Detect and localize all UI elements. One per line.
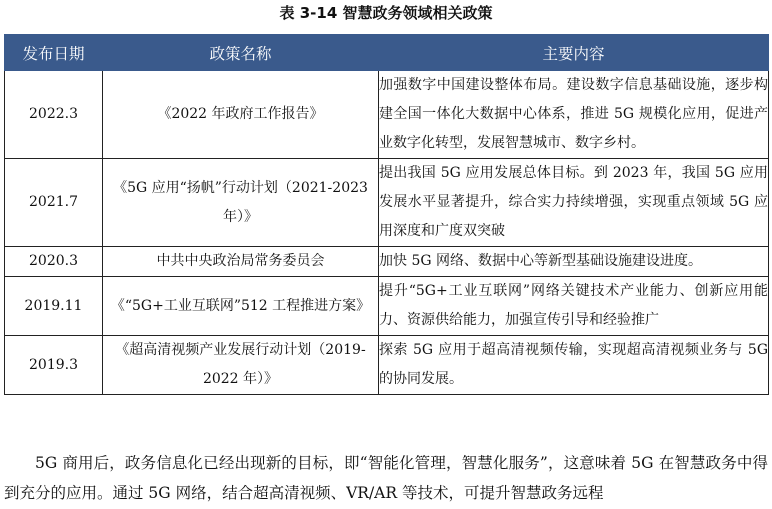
table-row — [5, 247, 769, 277]
header-date: 发布日期 — [5, 35, 103, 71]
row-content: 加强数字中国建设整体布局。建设数字信息基础设施，逐步构建全国一体化大数据中心体系，推进 5G 规模化应用，促进产业数字化转型，发展智慧城市、数字乡村。 — [379, 71, 769, 159]
row-policy-name: 《5G 应用“扬帆”行动计划（2021-2023 年）》 — [103, 159, 379, 247]
row-date: 2019.3 — [5, 336, 103, 395]
table-row — [5, 159, 769, 247]
row-content: 探索 5G 应用于超高清视频传输，实现超高清视频业务与 5G 的协同发展。 — [379, 336, 769, 395]
body-paragraph: 5G 商用后，政务信息化已经出现新的目标，即“智能化管理，智慧化服务”，这意味着 5G 在智慧政务中得到充分的应用。通过 5G 网络，结合超高清视频、VR/AR 等技术，可提升智慧政务远程 — [4, 454, 768, 502]
row-policy-name: 中共中央政治局常务委员会 — [103, 247, 379, 277]
row-content: 提升“5G+工业互联网”网络关键技术产业能力、创新应用能力、资源供给能力，加强宣传引导和经验推广 — [379, 277, 769, 336]
row-policy-name: 《“5G+工业互联网”512 工程推进方案》 — [103, 277, 379, 336]
table-row — [5, 277, 769, 336]
row-content: 提出我国 5G 应用发展总体目标。到 2023 年，我国 5G 应用发展水平显著提升，综合实力持续增强，实现重点领域 5G 应用深度和广度双突破 — [379, 159, 769, 247]
header-main-content: 主要内容 — [379, 35, 769, 71]
row-date: 2019.11 — [5, 277, 103, 336]
table-caption: 表 3-14 智慧政务领域相关政策 — [279, 4, 493, 22]
row-date: 2022.3 — [5, 71, 103, 159]
row-date: 2021.7 — [5, 159, 103, 247]
table-row — [5, 336, 769, 395]
row-policy-name: 《超高清视频产业发展行动计划（2019-2022 年）》 — [103, 336, 379, 395]
row-content: 加快 5G 网络、数据中心等新型基础设施建设进度。 — [379, 247, 769, 277]
header-policy-name: 政策名称 — [103, 35, 379, 71]
policy-table — [4, 34, 769, 395]
row-policy-name: 《2022 年政府工作报告》 — [103, 71, 379, 159]
table-header-row — [5, 35, 769, 71]
row-date: 2020.3 — [5, 247, 103, 277]
table-row — [5, 71, 769, 159]
